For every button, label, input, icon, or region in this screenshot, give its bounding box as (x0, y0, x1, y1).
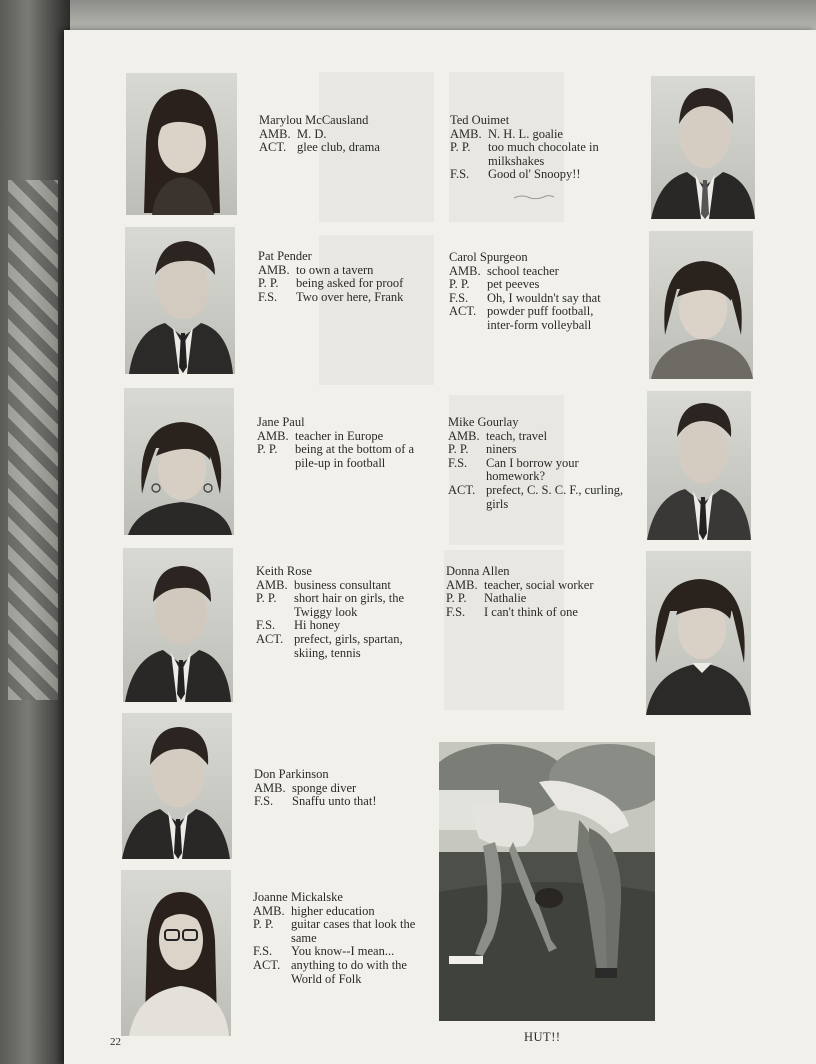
entry-field (258, 264, 408, 278)
portrait-girl-long-hair (126, 73, 237, 215)
field-value: Two over here, Frank (296, 289, 404, 304)
field-key: AMB. (257, 428, 289, 443)
senior-entry (450, 114, 630, 182)
entry-field (258, 291, 408, 305)
entry-field (256, 592, 431, 619)
entry-field (446, 579, 616, 593)
field-value: powder puff football, inter-form volleyball (487, 304, 594, 332)
scan-background-left (0, 0, 70, 1064)
student-name: Jane Paul (257, 415, 305, 429)
entry-field (448, 430, 630, 444)
portrait-girl-bob (124, 388, 234, 535)
field-value: Good ol' Snoopy!! (488, 167, 581, 182)
portrait-photo (646, 551, 751, 715)
entry-field (449, 292, 619, 306)
portrait-photo (123, 548, 233, 702)
field-value: Snaffu unto that! (292, 794, 377, 809)
field-value: pet peeves (487, 277, 540, 292)
senior-entry (259, 114, 434, 155)
field-key: P. P. (448, 442, 469, 457)
entry-field (259, 128, 434, 142)
field-key: ACT. (448, 482, 476, 497)
photo-caption: HUT!! (524, 1030, 561, 1044)
entry-field (256, 579, 431, 593)
entry-field (257, 443, 429, 470)
student-name: Mike Gourlay (448, 415, 519, 429)
student-name: Pat Pender (258, 249, 312, 263)
portrait-boy-suit (125, 227, 235, 374)
student-name: Joanne Mickalske (253, 890, 343, 904)
entry-field (448, 484, 630, 511)
portrait-photo (124, 388, 234, 535)
student-name: Marylou McCausland (259, 113, 369, 127)
senior-entry (256, 565, 431, 660)
field-key: ACT. (449, 304, 477, 319)
entry-field (449, 305, 619, 332)
senior-entry (446, 565, 616, 619)
field-key: P. P. (449, 277, 470, 292)
senior-entry (449, 251, 619, 333)
football-snap-illustration (439, 742, 655, 1021)
entry-field (253, 918, 418, 945)
field-key: AMB. (446, 577, 478, 592)
field-value: to own a tavern (296, 262, 374, 277)
portrait-boy-suit (122, 713, 232, 859)
senior-entry (253, 891, 418, 986)
entry-field (450, 168, 630, 182)
signature-mark (512, 192, 556, 202)
field-key: AMB. (450, 126, 482, 141)
entry-field (253, 905, 418, 919)
field-value: school teacher (487, 263, 559, 278)
field-value: business consultant (294, 577, 391, 592)
entry-field (257, 430, 429, 444)
field-key: F.S. (448, 455, 468, 470)
field-key: ACT. (256, 631, 284, 646)
field-key: F.S. (449, 290, 469, 305)
field-key: ACT. (259, 140, 287, 155)
field-value: anything to do with the World of Folk (291, 957, 407, 986)
field-key: AMB. (259, 126, 291, 141)
field-value: too much chocolate in milkshakes (488, 140, 599, 168)
field-key: AMB. (258, 262, 290, 277)
entry-field (450, 128, 630, 142)
student-name: Ted Ouimet (450, 113, 510, 127)
senior-entry (257, 416, 429, 470)
senior-entry (448, 416, 630, 511)
entry-field (448, 457, 630, 484)
portrait-boy-suit (647, 391, 751, 540)
field-value: I can't think of one (484, 604, 578, 619)
field-value: teach, travel (486, 428, 548, 443)
portrait-photo (121, 870, 231, 1036)
field-key: F.S. (254, 794, 274, 809)
field-value: Nathalie (484, 591, 527, 606)
action-photo-football (439, 742, 655, 1021)
field-value: short hair on girls, the Twiggy look (294, 591, 405, 619)
field-value: M. D. (297, 126, 327, 141)
field-key: ACT. (253, 957, 281, 972)
field-value: Can I borrow your homework? (486, 455, 579, 484)
field-value: Oh, I wouldn't say that (487, 290, 601, 305)
entry-field (446, 592, 616, 606)
entry-field (258, 277, 408, 291)
entry-field (449, 278, 619, 292)
field-key: P. P. (450, 140, 471, 155)
student-name: Carol Spurgeon (449, 250, 528, 264)
field-key: F.S. (450, 167, 470, 182)
portrait-photo (122, 713, 232, 859)
entry-field (449, 265, 619, 279)
page-number: 22 (110, 1036, 121, 1048)
field-value: teacher, social worker (484, 577, 594, 592)
entry-field (256, 633, 431, 660)
portrait-girl-glasses (121, 870, 231, 1036)
senior-entry (258, 250, 408, 304)
entry-field (450, 141, 630, 168)
field-value: niners (486, 442, 517, 457)
portrait-girl-bob (646, 551, 751, 715)
portrait-photo (649, 231, 753, 379)
field-key: P. P. (446, 591, 467, 606)
field-key: F.S. (253, 944, 273, 959)
field-key: P. P. (258, 276, 279, 291)
entry-field (254, 795, 429, 809)
portrait-girl-bob (649, 231, 753, 379)
field-key: P. P. (257, 442, 278, 457)
student-name: Keith Rose (256, 564, 312, 578)
field-value: teacher in Europe (295, 428, 384, 443)
entry-field (448, 443, 630, 457)
field-value: prefect, girls, spartan, skiing, tennis (294, 631, 403, 660)
field-value: being at the bottom of a pile-up in football (295, 442, 415, 470)
portrait-boy-suit (651, 76, 755, 219)
field-key: P. P. (253, 917, 274, 932)
field-key: AMB. (256, 577, 288, 592)
field-value: guitar cases that look the same (291, 917, 416, 945)
field-key: F.S. (446, 604, 466, 619)
field-key: F.S. (256, 618, 276, 633)
entry-field (259, 141, 434, 155)
field-key: AMB. (449, 263, 481, 278)
field-value: sponge diver (292, 780, 357, 795)
entry-field (446, 606, 616, 620)
portrait-boy-suit (123, 548, 233, 702)
field-value: Hi honey (294, 618, 341, 633)
field-key: AMB. (254, 780, 286, 795)
entry-field (254, 782, 429, 796)
field-value: You know--I mean... (291, 944, 395, 959)
portrait-photo (125, 227, 235, 374)
entry-field (253, 959, 418, 986)
field-value: being asked for proof (296, 276, 404, 291)
field-key: P. P. (256, 591, 277, 606)
field-value: glee club, drama (297, 140, 380, 155)
senior-entry (254, 768, 429, 809)
field-key: AMB. (253, 903, 285, 918)
entry-field (256, 619, 431, 633)
field-value: higher education (291, 903, 375, 918)
portrait-photo (651, 76, 755, 219)
field-key: F.S. (258, 289, 278, 304)
field-value: prefect, C. S. C. F., curling, girls (486, 482, 624, 511)
student-name: Donna Allen (446, 564, 510, 578)
portrait-photo (647, 391, 751, 540)
entry-field (253, 945, 418, 959)
scan-background-top (0, 0, 816, 34)
field-value: N. H. L. goalie (488, 126, 563, 141)
field-key: AMB. (448, 428, 480, 443)
portrait-photo (126, 73, 237, 215)
student-name: Don Parkinson (254, 767, 329, 781)
